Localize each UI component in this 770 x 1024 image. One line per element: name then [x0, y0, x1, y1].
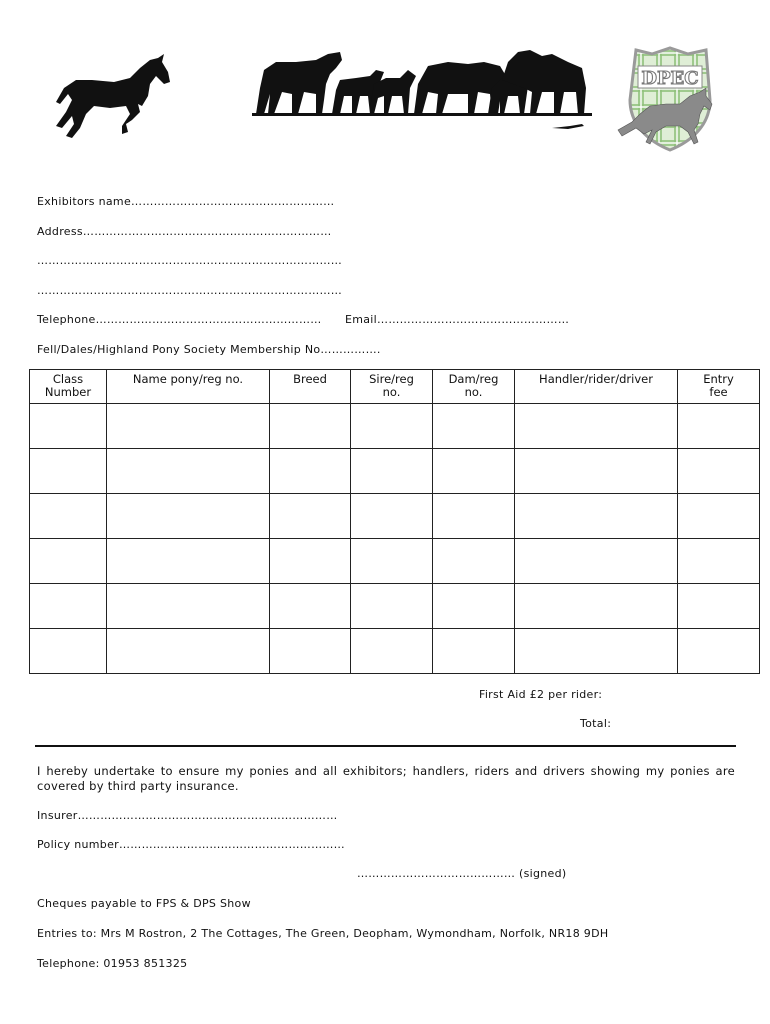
divider [35, 745, 736, 747]
name-cell[interactable] [107, 539, 270, 584]
fee-cell[interactable] [678, 494, 760, 539]
handler-cell[interactable] [515, 629, 678, 674]
breed-cell[interactable] [270, 404, 351, 449]
membership-field[interactable]: Fell/Dales/Highland Pony Society Membership No……………. [37, 343, 381, 356]
fee-cell[interactable] [678, 629, 760, 674]
address-line-3-field[interactable]: ……………………………………………………………………… [37, 284, 343, 297]
handler-cell[interactable] [515, 539, 678, 584]
fee-cell[interactable] [678, 539, 760, 584]
email-field[interactable]: Email…………………………………………… [345, 313, 570, 326]
class-cell[interactable] [30, 494, 107, 539]
header-class-line1: Class [52, 372, 84, 386]
name-cell[interactable] [107, 629, 270, 674]
fee-cell[interactable] [678, 584, 760, 629]
header-breed: Breed [270, 370, 351, 404]
handler-cell[interactable] [515, 404, 678, 449]
fee-cell[interactable] [678, 404, 760, 449]
header-dam: Dam/reg no. [433, 370, 515, 404]
handler-cell[interactable] [515, 449, 678, 494]
name-cell[interactable] [107, 449, 270, 494]
exhibitor-name-field[interactable]: Exhibitors name……………………………………………… [37, 195, 335, 208]
total-label: Total: [580, 717, 612, 730]
name-cell[interactable] [107, 584, 270, 629]
sire-cell[interactable] [351, 629, 433, 674]
cheques-text: Cheques payable to FPS & DPS Show [37, 897, 251, 910]
handler-cell[interactable] [515, 494, 678, 539]
dpec-logo-letters: DPEC [641, 68, 699, 89]
address-field[interactable]: Address………………………………………………………… [37, 225, 332, 238]
sire-cell[interactable] [351, 449, 433, 494]
header-entry-fee: Entry fee [678, 370, 760, 404]
sire-cell[interactable] [351, 539, 433, 584]
class-cell[interactable] [30, 539, 107, 584]
table-row [30, 404, 760, 449]
class-cell[interactable] [30, 449, 107, 494]
header-class-line2: Number [44, 385, 92, 399]
contact-telephone-text: Telephone: 01953 851325 [37, 957, 188, 970]
dpec-logo [614, 44, 726, 156]
telephone-field[interactable]: Telephone…………………………………………………… [37, 313, 322, 326]
table-row [30, 539, 760, 584]
herd-of-ponies-silhouette [252, 48, 592, 133]
dam-cell[interactable] [433, 584, 515, 629]
entries-table [29, 369, 760, 674]
table-header-row [30, 370, 760, 404]
sire-cell[interactable] [351, 584, 433, 629]
handler-cell[interactable] [515, 584, 678, 629]
trotting-pony-silhouette [52, 50, 172, 145]
first-aid-label: First Aid £2 per rider: [479, 688, 603, 701]
table-row [30, 584, 760, 629]
class-cell[interactable] [30, 629, 107, 674]
signed-label: (signed) [519, 867, 567, 880]
policy-number-field[interactable]: Policy number…………………………………………………… [37, 838, 345, 851]
sire-cell[interactable] [351, 494, 433, 539]
header-handler: Handler/rider/driver [515, 370, 678, 404]
breed-cell[interactable] [270, 449, 351, 494]
header-sire: Sire/reg no. [351, 370, 433, 404]
fee-cell[interactable] [678, 449, 760, 494]
header-name-pony: Name pony/reg no. [107, 370, 270, 404]
class-cell[interactable] [30, 404, 107, 449]
signature-field[interactable]: …………………………………… [357, 867, 516, 880]
dam-cell[interactable] [433, 494, 515, 539]
breed-cell[interactable] [270, 629, 351, 674]
table-row [30, 629, 760, 674]
breed-cell[interactable] [270, 539, 351, 584]
breed-cell[interactable] [270, 584, 351, 629]
name-cell[interactable] [107, 404, 270, 449]
dam-cell[interactable] [433, 404, 515, 449]
header-class-number [30, 370, 107, 404]
insurer-field[interactable]: Insurer…………………………………………………………… [37, 809, 338, 822]
dam-cell[interactable] [433, 449, 515, 494]
address-line-2-field[interactable]: ……………………………………………………………………… [37, 254, 343, 267]
dam-cell[interactable] [433, 539, 515, 584]
class-cell[interactable] [30, 584, 107, 629]
dam-cell[interactable] [433, 629, 515, 674]
table-row [30, 449, 760, 494]
table-row [30, 494, 760, 539]
declaration-text: I hereby undertake to ensure my ponies and all exhibitors; handlers, riders and drivers showing my ponies are covered by third party insurance. [37, 764, 735, 793]
entries-address-text: Entries to: Mrs M Rostron, 2 The Cottages, The Green, Deopham, Wymondham, Norfolk, NR18 9DH [37, 927, 609, 940]
name-cell[interactable] [107, 494, 270, 539]
sire-cell[interactable] [351, 404, 433, 449]
breed-cell[interactable] [270, 494, 351, 539]
